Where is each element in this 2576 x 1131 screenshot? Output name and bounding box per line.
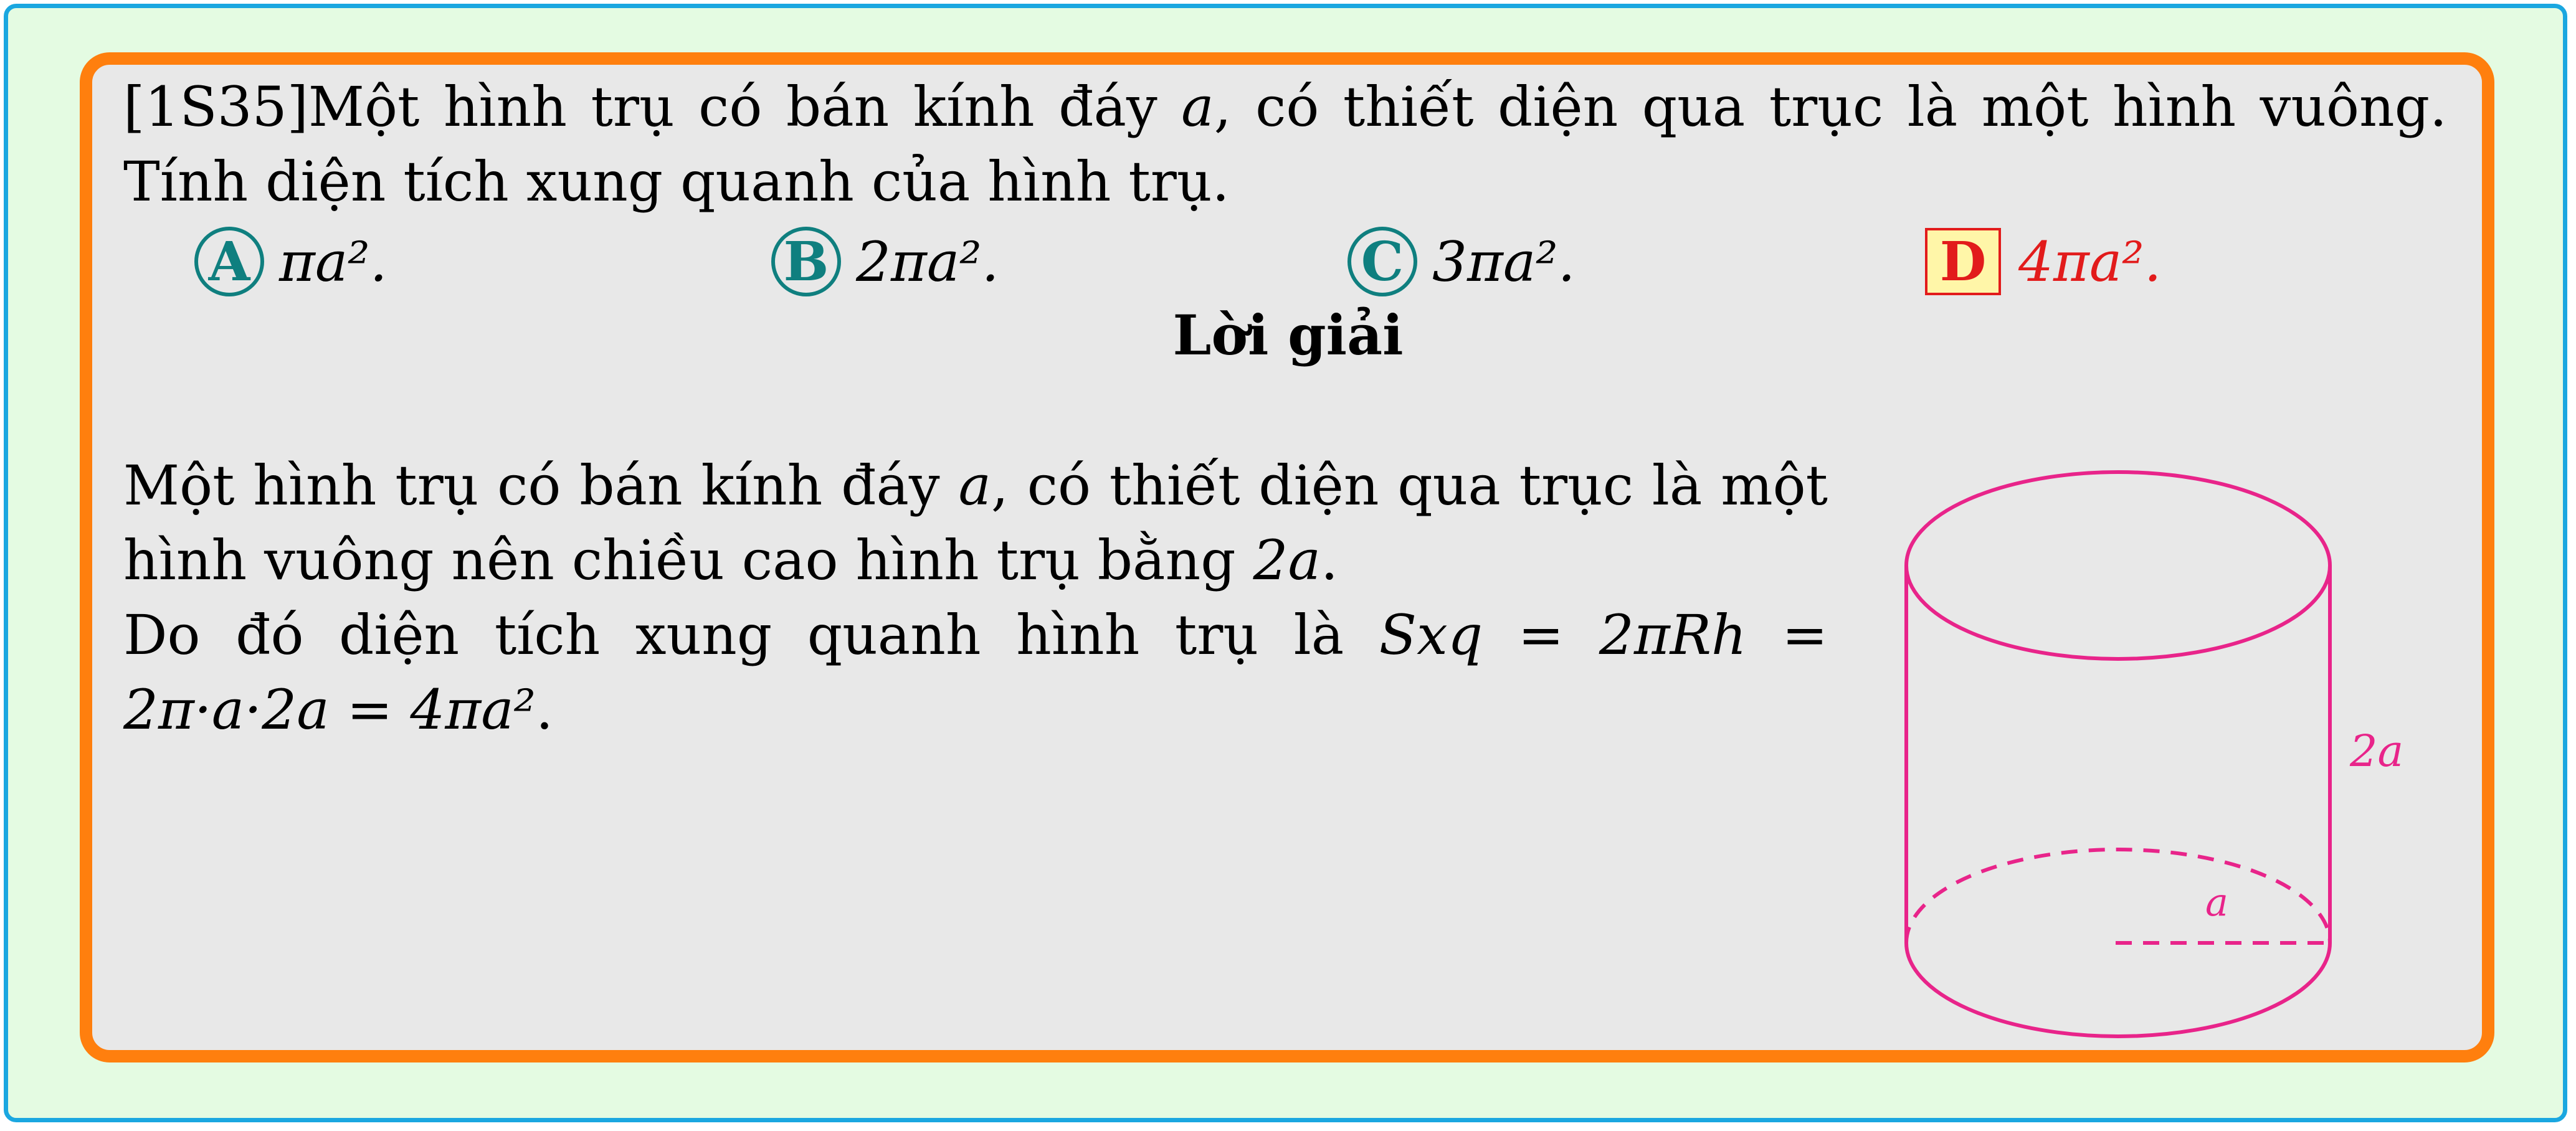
cylinder-top-ellipse: [1906, 472, 2330, 659]
question-code: [1S35]: [123, 75, 308, 139]
height-label: 2a: [2350, 726, 2404, 777]
choice-c-badge: C: [1347, 227, 1417, 296]
question-text: [123, 70, 2447, 219]
solution-p2-formula: Sxq = 2πRh = 2π·a·2a = 4πa²: [123, 603, 1828, 742]
choice-a[interactable]: [194, 224, 387, 299]
choice-a-text: πa².: [279, 229, 387, 294]
cylinder-figure: [1894, 461, 2442, 1046]
choice-b-text: 2πa².: [856, 229, 999, 294]
question-text-part2: , có thiết diện qua trục là một hình vuông. Tính diện tích xung quanh của hình trụ.: [123, 75, 2448, 214]
solution-p1-part1: Một hình trụ có bán kính đáy: [123, 453, 959, 518]
choice-b-badge: B: [771, 227, 841, 296]
radius-label: a: [2205, 879, 2228, 925]
solution-paragraph-1: [123, 448, 1828, 598]
choice-a-badge: A: [194, 227, 264, 296]
solution-body: [123, 448, 1828, 747]
solution-p1-value: 2a: [1253, 528, 1321, 592]
cylinder-bottom-front-arc: [1906, 943, 2330, 1036]
question-text-part1: Một hình trụ có bán kính đáy: [308, 75, 1182, 139]
choice-b[interactable]: [771, 224, 999, 299]
question-var-a: a: [1181, 75, 1214, 139]
choice-d-correct[interactable]: [1925, 224, 2162, 299]
solution-p2-end: .: [535, 678, 553, 742]
solution-title: Lời giải: [1172, 303, 1404, 367]
solution-p1-part2: , có thiết diện qua trục là một hình vuông nên chiều cao hình trụ bằng: [123, 453, 1828, 592]
choice-c[interactable]: [1347, 224, 1576, 299]
choice-c-text: 3πa².: [1432, 229, 1576, 294]
cylinder-bottom-back-arc: [1906, 849, 2330, 943]
solution-p1-var: a: [958, 453, 991, 518]
choice-d-text: 4πa².: [2018, 229, 2162, 294]
solution-p2-part1: Do đó diện tích xung quanh hình trụ là: [123, 603, 1379, 667]
solution-paragraph-2: [123, 598, 1828, 747]
solution-p1-end: .: [1320, 528, 1338, 592]
choice-d-badge: D: [1925, 228, 2001, 295]
